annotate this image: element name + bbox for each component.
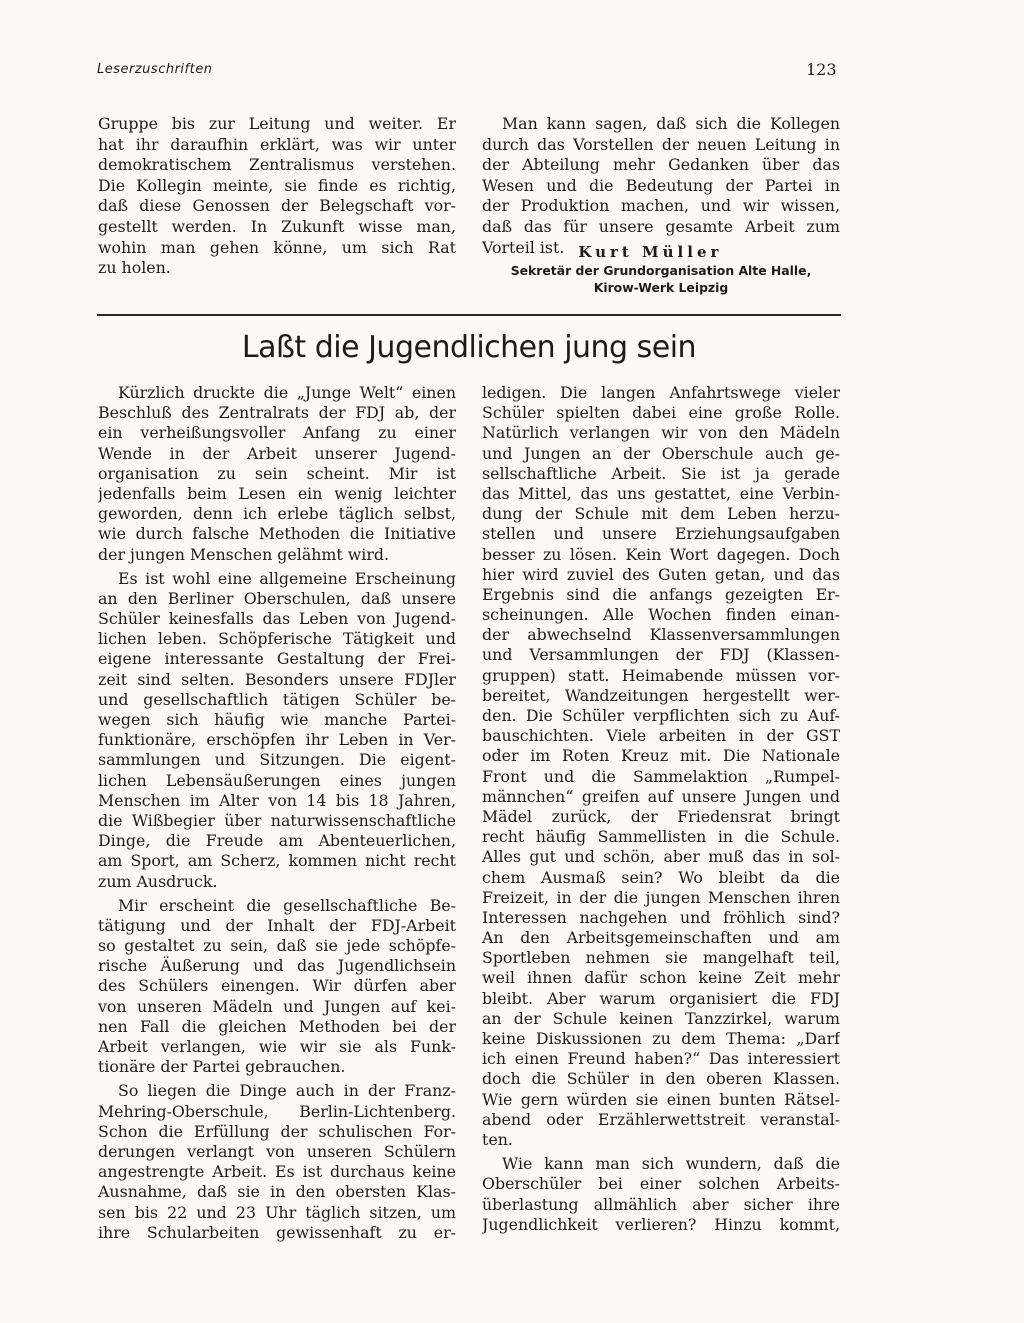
- text-line: Oberschüler bei einer solchen Arbeits-: [482, 1174, 840, 1194]
- running-head: Leserzuschriften: [97, 62, 213, 77]
- article-left-column: [98, 383, 456, 1243]
- signature-line: [482, 238, 840, 259]
- text-line: demokratischem Zentralismus verstehen.: [98, 155, 456, 175]
- text-line: daß diese Genossen der Belegschaft vor-: [98, 196, 456, 216]
- text-line: von unseren Mädeln und Jungen auf kei-: [98, 996, 456, 1016]
- text-line: Interessen nachgehen und fröhlich sind?: [482, 907, 840, 927]
- text-line: gruppen) statt. Heimabende müssen vor-: [482, 665, 840, 685]
- text-line: hat ihr daraufhin erklärt, was wir unter: [98, 134, 456, 154]
- text-line: die Wißbegier über naturwissenschaftliche: [98, 810, 456, 830]
- text-line: So liegen die Dinge auch in der Franz-: [118, 1081, 456, 1101]
- text-line: bereitet, Wandzeitungen hergestellt wer-: [482, 685, 840, 705]
- text-line: Gruppe bis zur Leitung und weiter. Er: [98, 114, 456, 133]
- text-line: weil ihnen dafür schon keine Zeit mehr: [482, 968, 840, 988]
- text-line: sammlungen und Sitzungen. Die eigent-: [98, 750, 456, 770]
- text-line: und Jungen an der Oberschule auch ge-: [482, 443, 840, 463]
- text-line: daß das für unsere gesamte Arbeit zum: [482, 216, 840, 236]
- text-line: bauschichten. Viele arbeiten in der GST: [482, 726, 840, 746]
- text-line: funktionäre, erschöpfen ihr Leben in Ver-: [98, 730, 456, 750]
- text-line: sellschaftliche Arbeit. Sie ist ja gerade: [482, 463, 840, 483]
- text-line: zum Ausdruck.: [98, 871, 218, 891]
- text-line: den. Die Schüler verpflichten sich zu Auf-: [482, 706, 840, 725]
- paragraph: [98, 569, 456, 892]
- paragraph: [98, 1081, 456, 1243]
- text-line: wegen sich häufig wie manche Partei-: [98, 710, 456, 729]
- text-line: Menschen im Alter von 14 bis 18 Jahren,: [98, 790, 456, 810]
- text-line: Freizeit, in der die jungen Menschen ihren: [482, 887, 840, 907]
- text-line: Mehring-Oberschule, Berlin-Lichtenberg.: [98, 1101, 456, 1121]
- signature-name: Kurt Müller: [578, 242, 723, 261]
- closing-text: Vorteil ist.: [482, 237, 565, 257]
- text-line: derungen verlangt von unseren Schülern: [98, 1141, 456, 1161]
- text-line: Schüler spielten dabei eine große Rolle.: [482, 403, 840, 423]
- text-line: geworden, denn ich erlebe täglich selbst,: [98, 504, 456, 524]
- text-line: chem Ausmaß sein? Wo bleibt da die: [482, 867, 840, 887]
- text-line: doch die Schüler in den oberen Klassen.: [482, 1069, 840, 1089]
- text-line: Mir erscheint die gesellschaftliche Be-: [118, 895, 456, 915]
- text-line: zu holen.: [98, 258, 171, 278]
- text-line: abend oder Erzählerwettstreit veranstal-: [482, 1109, 840, 1129]
- text-line: rische Äußerung und das Jugendlichsein: [98, 956, 456, 976]
- text-line: recht häufig Sammellisten in die Schule.: [482, 827, 840, 847]
- text-line: Alles gut und schön, aber muß das in sol-: [482, 847, 840, 867]
- section-divider: [97, 314, 841, 316]
- text-line: zeit sind selten. Besonders unsere FDJler: [98, 669, 456, 689]
- text-line: lichen Lebensäußerungen eines jungen: [98, 770, 456, 790]
- text-line: bleibt. Aber warum organisiert die FDJ: [482, 988, 840, 1008]
- text-line: An den Arbeitsgemeinschaften und am: [482, 928, 840, 948]
- text-line: Dinge, die Freude am Abenteuerlichen,: [98, 831, 456, 851]
- text-line: der Abteilung mehr Gedanken über das: [482, 155, 840, 175]
- text-line: tionäre der Partei gebrauchen.: [98, 1057, 346, 1077]
- text-line: Front und die Sammelaktion „Rumpel-: [482, 766, 840, 786]
- text-line: Jugendlichkeit verlieren? Hinzu kommt,: [482, 1214, 840, 1234]
- text-line: durch das Vorstellen der neuen Leitung in: [482, 134, 840, 154]
- text-line: scheinungen. Alle Wochen finden einan-: [482, 605, 840, 625]
- text-line: ein verheißungsvoller Anfang zu einer: [98, 423, 456, 443]
- text-line: eigene interessante Gestaltung der Frei-: [98, 649, 456, 669]
- page-number: 123: [806, 60, 837, 79]
- text-line: männchen“ greifen auf unsere Jungen und: [482, 786, 840, 806]
- text-line: der Produktion machen, und wir wissen,: [482, 196, 840, 216]
- paragraph: [482, 383, 840, 1150]
- text-line: Wie kann man sich wundern, daß die: [502, 1154, 840, 1174]
- text-line: an der Schule keinen Tanzzirkel, warum: [482, 1008, 840, 1028]
- previous-letter-right-column: [482, 114, 840, 296]
- text-line: wie durch falsche Methoden die Initiative: [98, 524, 456, 544]
- text-line: angestrengte Arbeit. Es ist durchaus keine: [98, 1162, 456, 1182]
- text-line: Ergebnis sind die anfangs gezeigten Er-: [482, 584, 840, 604]
- text-line: Kürzlich druckte die „Junge Welt“ einen: [118, 383, 456, 402]
- text-line: Es ist wohl eine allgemeine Erscheinung: [118, 568, 456, 588]
- text-line: ihre Schularbeiten gewissenhaft zu er-: [98, 1222, 456, 1242]
- text-line: ich einen Freund haben?“ Das interessiert: [482, 1049, 840, 1069]
- text-line: oder im Roten Kreuz mit. Die Nationale: [482, 746, 840, 766]
- text-line: so gestaltet zu sein, daß sie jede schöpfe-: [98, 936, 456, 956]
- text-line: Die Kollegin meinte, sie finde es richtig,: [98, 175, 456, 195]
- text-line: jedenfalls beim Lesen ein wenig leichter: [98, 483, 456, 503]
- text-line: wohin man gehen könne, um sich Rat: [98, 237, 456, 257]
- text-line: der jungen Menschen gelähmt wird.: [98, 544, 390, 564]
- text-line: an den Berliner Oberschulen, daß unsere: [98, 588, 456, 608]
- text-line: tätigung und der Inhalt der FDJ-Arbeit: [98, 915, 456, 935]
- article-right-column: [482, 383, 840, 1235]
- text-line: Sportleben nehmen sie mangelhaft teil,: [482, 948, 840, 968]
- text-line: besser zu lösen. Kein Wort dagegen. Doch: [482, 544, 840, 564]
- article-title: Laßt die Jugendlichen jung sein: [241, 330, 697, 365]
- text-line: das Mittel, das uns gestattet, eine Verbin-: [482, 483, 840, 503]
- text-line: am Sport, am Scherz, kommen nicht recht: [98, 851, 456, 871]
- text-line: hier wird zuviel des Guten getan, und das: [482, 564, 840, 584]
- text-line: keine Diskussionen zu dem Thema: „Darf: [482, 1029, 840, 1048]
- text-line: des Schülers einengen. Wir dürfen aber: [98, 976, 456, 996]
- text-line: Mädel zurück, der Friedensrat bringt: [482, 806, 840, 826]
- text-line: Wende in der Arbeit unserer Jugend-: [98, 443, 456, 463]
- text-line: stellen und unsere Erziehungsaufgaben: [482, 524, 840, 544]
- text-line: nen Fall die gleichen Methoden bei der: [98, 1016, 456, 1036]
- text-line: dung der Schule mit dem Leben herzu-: [482, 504, 840, 524]
- previous-letter-right-text: [482, 114, 840, 238]
- text-line: der abwechselnd Klassenversammlungen: [482, 625, 840, 645]
- text-line: Ausnahme, daß sie in den obersten Klas-: [98, 1182, 456, 1202]
- signature-role: Sekretär der Grundorganisation Alte Halle,: [510, 263, 812, 279]
- text-line: Man kann sagen, daß sich die Kollegen: [502, 114, 840, 133]
- text-line: Schon die Erfüllung der schulischen For-: [98, 1121, 456, 1141]
- text-line: Beschluß des Zentralrats der FDJ ab, der: [98, 403, 456, 423]
- text-line: Natürlich verlangen wir von den Mädeln: [482, 423, 840, 443]
- text-line: Wesen und die Bedeutung der Partei in: [482, 175, 840, 195]
- text-line: lichen leben. Schöpferische Tätigkeit und: [98, 629, 456, 649]
- text-line: gestellt werden. In Zukunft wisse man,: [98, 216, 456, 236]
- text-line: ledigen. Die langen Anfahrtswege vieler: [482, 383, 840, 402]
- paragraph: [98, 896, 456, 1078]
- text-line: Schüler keinesfalls das Leben von Jugend-: [98, 609, 456, 629]
- signature-organization: Kirow-Werk Leipzig: [593, 280, 729, 296]
- text-line: und Versammlungen der FDJ (Klassen-: [482, 645, 840, 665]
- text-line: ten.: [482, 1129, 513, 1149]
- text-line: überlastung allmählich aber sicher ihre: [482, 1194, 840, 1214]
- paragraph: [98, 383, 456, 565]
- paragraph: [482, 1154, 840, 1235]
- text-line: sen bis 22 und 23 Uhr täglich sitzen, um: [98, 1202, 456, 1222]
- text-line: Wie gern würden sie einen bunten Rätsel-: [482, 1089, 840, 1109]
- text-line: Arbeit verlangen, wie wir sie als Funk-: [98, 1037, 456, 1056]
- text-line: organisation zu sein scheint. Mir ist: [98, 463, 456, 483]
- text-line: und gesellschaftlich tätigen Schüler be-: [98, 689, 456, 709]
- previous-letter-left-column: [98, 114, 456, 279]
